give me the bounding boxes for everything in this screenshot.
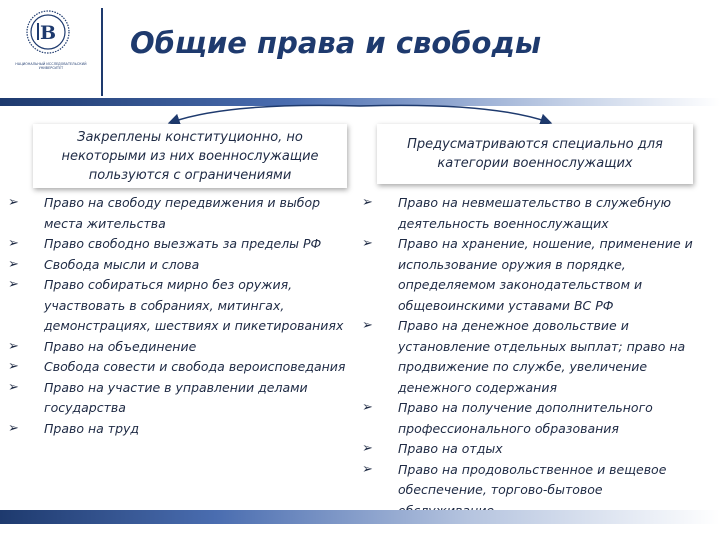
- left-arrow: [172, 105, 360, 122]
- list-item: [6, 255, 351, 276]
- list-item-text: Право свободно выезжать за пределы РФ: [44, 236, 322, 251]
- arrow-bullet-icon: ➢: [362, 195, 373, 210]
- list-item-text: Право собираться мирно без оружия, участвовать в собраниях, митингах, демонстрациях, шествиях и пикетированиях: [44, 277, 344, 333]
- arrow-bullet-icon: ➢: [362, 461, 373, 477]
- list-item-text: Свобода мысли и слова: [44, 256, 200, 272]
- list-item-text: Право на свободу передвижения и выбор места жительства: [44, 195, 321, 231]
- logo-caption: НАЦИОНАЛЬНЫЙ ИССЛЕДОВАТЕЛЬСКИЙ УНИВЕРСИТЕТ: [15, 62, 87, 71]
- list-item: [6, 234, 351, 255]
- university-logo: [8, 8, 94, 86]
- list-item-text: Право на участие в управлении делами государства: [44, 379, 308, 415]
- military-rights-label: Предусматриваются специально для категории военнослужащих: [407, 137, 663, 171]
- constitutional-rights-list: [6, 193, 351, 439]
- list-item: [6, 337, 351, 358]
- list-item: [6, 357, 351, 378]
- military-rights-box: [377, 124, 693, 184]
- arrow-bullet-icon: ➢: [8, 338, 19, 354]
- page-title: Общие права и свободы: [130, 26, 542, 60]
- svg-text:В: В: [39, 22, 57, 44]
- constitutional-rights-label: Закреплены конституционно, но некоторыми из них военнослужащие пользуются с ограничениями: [61, 129, 319, 183]
- list-item: [360, 398, 702, 439]
- list-item: [6, 378, 351, 419]
- list-item-text: Право на получение дополнительного профессионального образования: [398, 400, 653, 436]
- list-item-text: Право на невмешательство в служебную деятельность военнослужащих: [398, 195, 672, 231]
- arrow-bullet-icon: ➢: [8, 236, 19, 251]
- arrow-bullet-icon: ➢: [8, 420, 19, 436]
- list-item: [6, 275, 351, 337]
- list-item: [360, 439, 702, 460]
- list-item-text: Право на денежное довольствие и установление отдельных выплат; право на продвижение по службе, увеличение денежного содержания: [398, 318, 686, 395]
- arrow-bullet-icon: ➢: [8, 379, 19, 395]
- arrow-bullet-icon: ➢: [362, 318, 373, 333]
- list-item-text: Право на отдых: [398, 441, 503, 456]
- arrow-bullet-icon: ➢: [362, 236, 373, 251]
- list-item: [360, 193, 702, 234]
- arrow-bullet-icon: ➢: [362, 441, 373, 456]
- arrow-bullet-icon: ➢: [8, 256, 19, 272]
- arrow-bullet-icon: ➢: [8, 277, 19, 292]
- list-item: [6, 419, 351, 440]
- list-item-text: Право на продовольственное и вещевое обеспечение, торгово-бытовое: [398, 461, 667, 497]
- university-emblem-icon: [26, 10, 70, 54]
- list-item: [6, 193, 351, 234]
- list-item-text: Свобода совести и свобода вероисповедания: [44, 359, 346, 374]
- constitutional-rights-box: [33, 124, 347, 188]
- arrow-bullet-icon: ➢: [362, 400, 373, 415]
- list-item-text: Право на хранение, ношение, применение и использование оружия в порядке, определяемом законодательством и общевоинскими уставами ВС РФ: [398, 236, 693, 313]
- list-item-text: Право на объединение: [44, 338, 197, 354]
- list-item-text: Право на труд: [44, 420, 140, 436]
- footer-bar: [0, 510, 720, 524]
- list-item: [360, 316, 702, 398]
- right-arrow: [360, 105, 548, 122]
- header-divider: [101, 8, 103, 96]
- arrow-bullet-icon: ➢: [8, 195, 19, 210]
- arrow-bullet-icon: ➢: [8, 359, 19, 374]
- list-item: [360, 234, 702, 316]
- military-rights-list: [360, 193, 702, 521]
